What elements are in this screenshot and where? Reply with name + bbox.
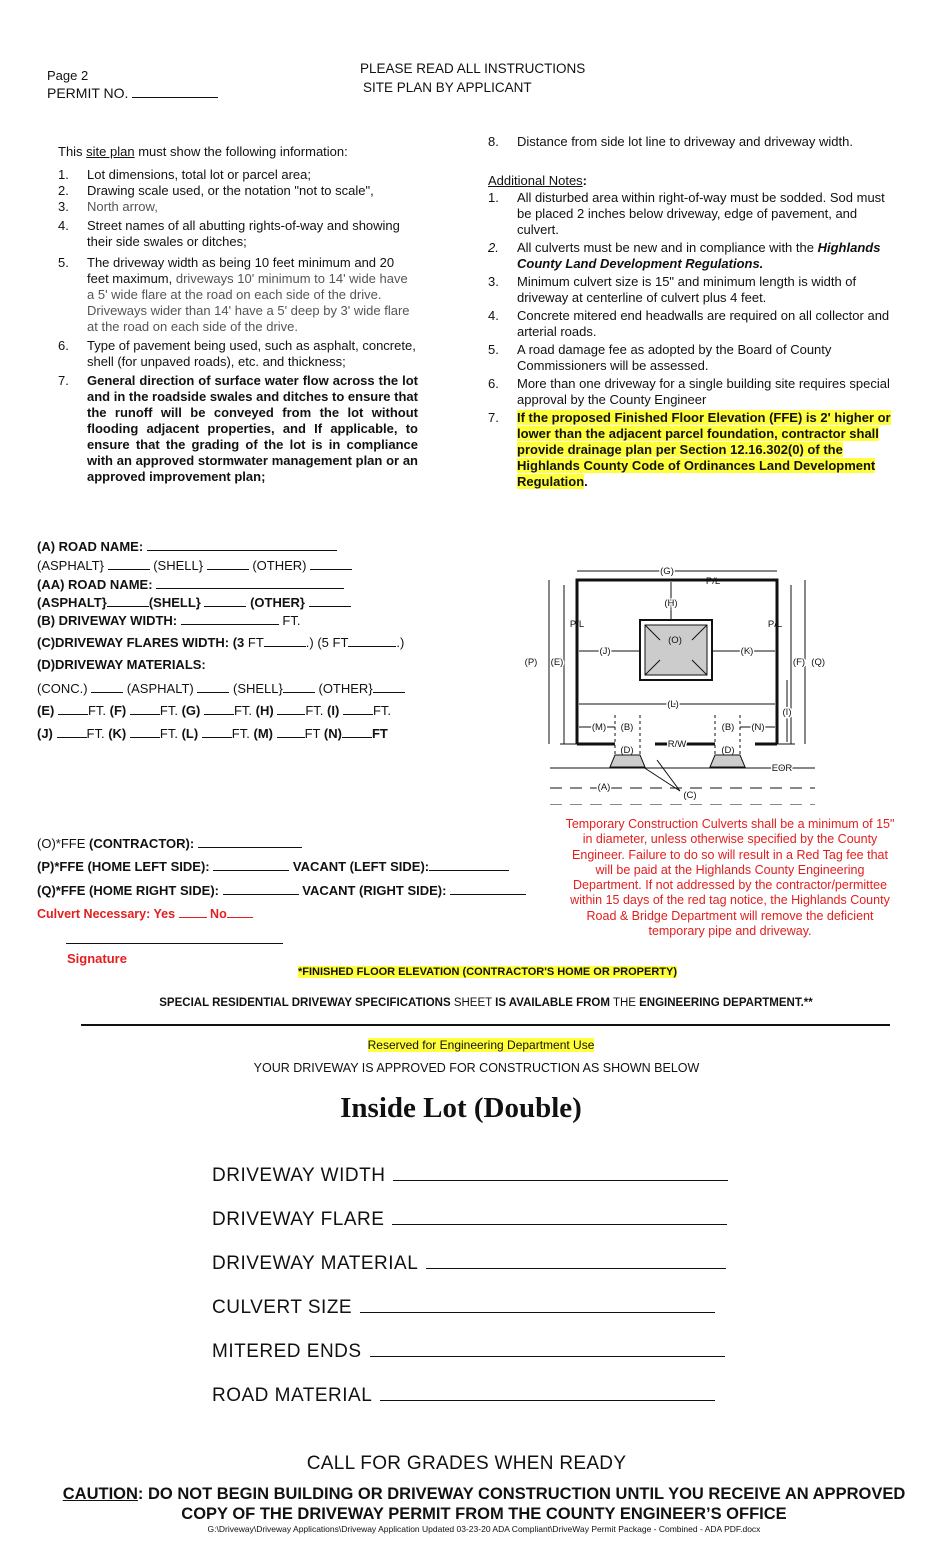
caution-line-1	[0, 1485, 950, 1504]
flare-mid: .) (5	[305, 635, 329, 650]
shell-label: (SHELL}	[153, 558, 204, 573]
approval-label: DRIVEWAY FLARE	[212, 1209, 385, 1230]
road-name-aa-label: (AA) ROAD NAME:	[37, 577, 153, 592]
section-divider	[81, 1024, 890, 1026]
road-type-aa-row	[37, 594, 351, 610]
item-text: The driveway width as being 10 feet minimum and 20 feet maximum,	[87, 255, 395, 286]
label-o: (O)	[668, 635, 682, 646]
instructions-heading: PLEASE READ ALL INSTRUCTIONS	[360, 61, 586, 76]
item-number: 7.	[488, 410, 499, 425]
ffe-right-row	[37, 882, 526, 898]
label-p: (P)	[524, 657, 538, 668]
additional-notes-list	[488, 190, 898, 492]
ffe-footnote-wrap	[0, 966, 950, 978]
ft-unit: FT	[328, 635, 349, 650]
caution-label: CAUTION	[62, 1485, 138, 1503]
ft-unit: FT.	[282, 613, 301, 628]
dim-m-field[interactable]	[277, 725, 305, 738]
asphalt-label: (ASPHALT}	[37, 558, 104, 573]
label-c: (C)	[683, 790, 697, 801]
approval-driveway-width-field[interactable]	[393, 1179, 728, 1181]
reserved-label: Reserved for Engineering Department Use	[367, 1038, 595, 1052]
asphalt-aa-label: (ASPHALT}	[37, 595, 107, 610]
ft-unit: FT.	[87, 703, 107, 718]
culvert-no[interactable]: No	[210, 907, 227, 921]
dim-i-field[interactable]	[343, 702, 373, 715]
site-plan-diagram	[515, 555, 825, 805]
materials-row	[37, 680, 405, 696]
conc-label: (CONC.)	[37, 681, 88, 696]
dim-f-label: (F)	[109, 703, 127, 718]
right-list	[488, 134, 888, 152]
item-number: 4.	[58, 218, 69, 233]
label-pl-top: P/L	[705, 576, 721, 587]
caution-text: : DO NOT BEGIN BUILDING OR DRIVEWAY CONSTRUCTION UNTIL YOU RECEIVE AN APPROVED	[137, 1485, 906, 1503]
call-for-grades: CALL FOR GRADES WHEN READY	[306, 1453, 627, 1474]
list-item	[58, 338, 418, 370]
list-item	[58, 199, 418, 215]
label-j: (J)	[599, 646, 611, 657]
label-d-left: (D)	[620, 745, 634, 756]
ft-unit: FT	[244, 635, 264, 650]
item-text: A road damage fee as adopted by the Board of County Commissioners will be assessed.	[517, 342, 832, 373]
asphalt-material-label: (ASPHALT)	[126, 681, 194, 696]
item-number: 3.	[58, 199, 69, 214]
road-type-row	[37, 557, 352, 573]
ffe-contractor-label: (CONTRACTOR):	[89, 836, 195, 851]
culvert-no-field[interactable]	[227, 907, 253, 918]
ffe-left-label: (P)*FFE (HOME LEFT SIDE):	[37, 859, 210, 874]
requirements-list	[58, 167, 418, 487]
label-m: (M)	[591, 722, 607, 733]
approval-road-material	[212, 1385, 715, 1407]
approval-label: ROAD MATERIAL	[212, 1385, 373, 1406]
signature-line[interactable]	[66, 943, 283, 944]
shell-aa-field[interactable]	[204, 594, 246, 607]
item-text: Concrete mitered end headwalls are required on all collector and arterial roads.	[517, 308, 890, 339]
item-text: All culverts must be new and in compliance with the	[517, 240, 818, 255]
flare-end: .)	[396, 635, 405, 650]
driveway-materials-label: (D)DRIVEWAY MATERIALS:	[37, 657, 206, 672]
item-text: Street names of all abutting rights-of-way and showing their side swales or ditches;	[87, 218, 400, 249]
approval-label: DRIVEWAY WIDTH	[212, 1165, 386, 1186]
driveway-flares-row	[37, 634, 404, 650]
list-item	[488, 190, 898, 238]
notes-colon: :	[582, 173, 588, 188]
ffe-contractor-field[interactable]	[198, 835, 302, 848]
driveway-width-label: (B) DRIVEWAY WIDTH:	[37, 613, 178, 628]
approval-driveway-width	[212, 1165, 728, 1187]
item-number: 2.	[58, 183, 69, 198]
ffe-left-row	[37, 858, 509, 874]
spec-d: THE	[609, 997, 640, 1009]
approval-driveway-material-field[interactable]	[426, 1267, 726, 1269]
signature-label: Signature	[67, 951, 127, 966]
shell-aa-label: (SHELL}	[148, 595, 201, 610]
ft-unit: FT.	[305, 703, 324, 718]
item-number: 3.	[488, 274, 499, 289]
label-rw: R/W	[667, 739, 687, 750]
list-item	[488, 308, 898, 340]
temporary-culvert-note: Temporary Construction Culverts shall be a minimum of 15" in diameter, unless otherwise specified by the County Engineer. Failure to do so will result in a Red Tag fee that will be paid at the Highlands County Engineering Department. If not addressed by the contractor/permittee within 15 days of the red tag notice, the Highlands County Road & Bridge Department will remove the deficient temporary pipe and driveway.	[565, 817, 895, 939]
ft-unit: FT	[304, 726, 321, 741]
notes-heading-text: Additional Notes	[488, 173, 583, 188]
vacant-right-label: VACANT (RIGHT SIDE):	[302, 883, 447, 898]
ft-unit: FT	[371, 726, 388, 741]
driveway-width-field[interactable]	[181, 612, 279, 625]
approval-driveway-material	[212, 1253, 726, 1275]
permit-number-label	[47, 85, 218, 101]
spec-a: SPECIAL RESIDENTIAL DRIVEWAY SPECIFICATIONS	[159, 997, 451, 1009]
spec-c: IS AVAILABLE FROM	[495, 997, 610, 1009]
vacant-left-label: VACANT (LEFT SIDE):	[292, 859, 430, 874]
intro-post: must show the following information:	[134, 144, 348, 159]
road-name-label: (A) ROAD NAME:	[37, 539, 144, 554]
list-item	[488, 240, 898, 272]
file-path-footer: G:\Driveway\Driveway Applications\Driveway Application Updated 03-23-20 ADA Compliant\DriveWay Permit Package - Combined - ADA PDF.docx	[207, 1524, 761, 1534]
ft-unit: FT.	[159, 703, 178, 718]
vacant-right-field[interactable]	[450, 882, 526, 895]
item-text: General direction of surface water flow across the lot and in the roadside swales and ditches to ensure that the runoff will be conveyed from the lot without flooding adjacent properties, and If applicable, to ensure that the grading of the lot is in compliance with an approved stormwater management plan or an approved improvement plan;	[87, 373, 418, 484]
ffe-contractor-row	[37, 835, 302, 851]
site-plan-heading: SITE PLAN BY APPLICANT	[363, 80, 532, 95]
ft-unit: FT.	[231, 726, 250, 741]
label-d-right: (D)	[721, 745, 735, 756]
culvert-yes-field[interactable]	[179, 907, 207, 918]
asphalt-material-field[interactable]	[197, 680, 229, 693]
road-name-row	[37, 538, 337, 554]
house-roof	[645, 625, 707, 675]
conc-field[interactable]	[91, 680, 123, 693]
item-number: 1.	[488, 190, 499, 205]
label-i: (I)	[782, 707, 792, 718]
intro-pre: This	[58, 144, 87, 159]
approval-label: MITERED ENDS	[212, 1341, 362, 1362]
list-item	[488, 274, 898, 306]
ffe-footnote: *FINISHED FLOOR ELEVATION (CONTRACTOR'S HOME OR PROPERTY)	[297, 966, 678, 978]
road-name-field[interactable]	[147, 538, 337, 551]
culvert-right	[710, 755, 745, 767]
site-plan-intro	[58, 144, 348, 160]
label-e: (E)	[550, 657, 564, 668]
label-pl-left: P/L	[569, 619, 585, 630]
item-number: 1.	[58, 167, 69, 182]
item-number: 6.	[488, 376, 499, 391]
ffe-drainage-note: If the proposed Finished Floor Elevation (FFE) is 2' higher or lower than the adjacent parcel foundation, contractor shall provide drainage plan per Section 12.16.302(0) of the Highlands County Code of Ordinances Land Development Regulation	[517, 410, 891, 489]
road-name-aa-field[interactable]	[156, 576, 344, 589]
dim-h-field[interactable]	[277, 702, 305, 715]
list-item	[488, 134, 888, 150]
ffe-prefix: (O)*FFE	[37, 836, 89, 851]
label-a: (A)	[597, 782, 611, 793]
spec-e: ENGINEERING DEPARTMENT.**	[639, 997, 813, 1009]
dimensions-row-e	[37, 702, 391, 718]
item-number: 2.	[488, 240, 499, 255]
culvert-yes[interactable]: Yes	[153, 907, 176, 921]
dim-n-field[interactable]	[342, 725, 372, 738]
driveway-width-row	[37, 612, 300, 628]
dim-f-field[interactable]	[130, 702, 160, 715]
permit-number-field[interactable]	[132, 85, 218, 98]
item-text: Minimum culvert size is 15" and minimum length is width of driveway at centerline of culvert plus 4 feet.	[517, 274, 857, 305]
other-aa-field[interactable]	[309, 594, 351, 607]
dim-m-label: (M)	[253, 726, 273, 741]
item-text-detail: driveways 10' minimum to 14' wide have a 5' wide flare at the road on each side of the drive. Driveways wider than 14' have a 5' deep by 3' wide flare at the road on each side of the drive.	[87, 271, 410, 334]
reserved-wrap	[0, 1038, 950, 1052]
additional-notes-heading	[488, 173, 587, 189]
road-name-aa-row	[37, 576, 344, 592]
item-text: Drawing scale used, or the notation "not to scale",	[87, 183, 374, 198]
label-b-right: (B)	[721, 722, 735, 733]
label-f: (F)	[792, 657, 806, 668]
list-item	[488, 410, 898, 490]
vacant-left-field[interactable]	[429, 858, 509, 871]
flare-3ft-field[interactable]	[264, 634, 306, 647]
item-number: 4.	[488, 308, 499, 323]
label-l: (L)	[667, 699, 679, 710]
approval-mitered-ends-field[interactable]	[370, 1355, 725, 1357]
page-number: Page 2	[47, 68, 89, 83]
list-item	[58, 373, 418, 485]
list-item	[58, 167, 418, 183]
dim-n-label: (N)	[323, 726, 342, 741]
dim-j-field[interactable]	[57, 725, 87, 738]
other-material-field[interactable]	[373, 680, 405, 693]
item-text-end: .	[584, 474, 588, 489]
dim-e-label: (E)	[37, 703, 55, 718]
list-item	[488, 342, 898, 374]
ft-unit: FT.	[159, 726, 178, 741]
spec-sheet-note	[0, 997, 950, 1009]
approval-culvert-size-field[interactable]	[360, 1311, 715, 1313]
label-h: (H)	[664, 598, 678, 609]
ft-unit: FT.	[86, 726, 105, 741]
approval-label: CULVERT SIZE	[212, 1297, 353, 1318]
ft-unit: FT.	[372, 703, 391, 718]
item-text: Lot dimensions, total lot or parcel area;	[87, 167, 312, 182]
shell-material-label: (SHELL}	[232, 681, 283, 696]
approval-driveway-flare-field[interactable]	[392, 1223, 727, 1225]
dim-g-label: (G)	[181, 703, 201, 718]
ffe-right-field[interactable]	[223, 882, 299, 895]
dim-i-label: (I)	[327, 703, 340, 718]
item-text: North arrow,	[87, 199, 158, 214]
other-field[interactable]	[310, 557, 352, 570]
culvert-left	[610, 755, 645, 767]
label-eor: EOR	[771, 763, 793, 774]
label-pl-right: P/L	[767, 619, 783, 630]
spec-b: SHEET	[450, 997, 496, 1009]
flare-5ft-field[interactable]	[348, 634, 396, 647]
dim-j-label: (J)	[37, 726, 53, 741]
approval-road-material-field[interactable]	[380, 1399, 715, 1401]
ffe-left-field[interactable]	[213, 858, 289, 871]
item-number: 8.	[488, 134, 499, 149]
item-number: 7.	[58, 373, 69, 388]
approval-mitered-ends	[212, 1341, 725, 1363]
item-text-bold: Highlands County Land Development Regulations.	[517, 240, 881, 271]
list-item	[58, 218, 418, 250]
item-number: 5.	[58, 255, 69, 270]
ft-unit: FT.	[233, 703, 253, 718]
list-item	[58, 183, 418, 199]
approved-statement: YOUR DRIVEWAY IS APPROVED FOR CONSTRUCTION AS SHOWN BELOW	[253, 1061, 700, 1075]
approval-driveway-flare	[212, 1209, 727, 1231]
list-item	[488, 376, 898, 408]
approval-label: DRIVEWAY MATERIAL	[212, 1253, 419, 1274]
culvert-necessary-row	[37, 907, 253, 921]
dim-h-label: (H)	[255, 703, 274, 718]
label-g: (G)	[660, 566, 674, 577]
ffe-right-label: (Q)*FFE (HOME RIGHT SIDE):	[37, 883, 219, 898]
dim-e-field[interactable]	[58, 702, 88, 715]
dimensions-row-j	[37, 725, 388, 741]
culvert-label: Culvert Necessary:	[37, 907, 154, 921]
dim-g-field[interactable]	[204, 702, 234, 715]
other-aa-label: (OTHER}	[250, 595, 305, 610]
caution-line-2: COPY OF THE DRIVEWAY PERMIT FROM THE COUNTY ENGINEER’S OFFICE	[181, 1505, 787, 1523]
list-item	[58, 255, 418, 335]
item-number: 5.	[488, 342, 499, 357]
culvert-pointer	[657, 760, 680, 791]
dim-k-label: (K)	[108, 726, 127, 741]
culvert-pointer	[640, 765, 680, 791]
dim-l-label: (L)	[181, 726, 199, 741]
label-k: (K)	[740, 646, 754, 657]
label-n: (N)	[751, 722, 765, 733]
item-text: More than one driveway for a single building site requires special approval by the County Engineer	[517, 376, 890, 407]
approval-culvert-size	[212, 1297, 715, 1319]
other-material-label: (OTHER}	[318, 681, 373, 696]
shell-field[interactable]	[207, 557, 249, 570]
intro-site-plan: site plan	[86, 144, 135, 159]
permit-label-text: PERMIT NO.	[47, 85, 129, 101]
lot-type-title: Inside Lot (Double)	[340, 1092, 582, 1124]
asphalt-field[interactable]	[108, 557, 150, 570]
shell-material-field[interactable]	[283, 680, 315, 693]
other-label: (OTHER)	[252, 558, 307, 573]
label-q: (Q)	[811, 657, 825, 668]
asphalt-aa-field[interactable]	[107, 594, 149, 607]
item-text: Distance from side lot line to driveway and driveway width.	[517, 134, 853, 149]
item-text: All disturbed area within right-of-way must be sodded. Sod must be placed 2 inches below driveway, edge of pavement, and culvert.	[517, 190, 885, 237]
item-text: Type of pavement being used, such as asphalt, concrete, shell (for unpaved roads), etc. and thickness;	[87, 338, 416, 369]
flares-label: (C)DRIVEWAY FLARES WIDTH: (3	[37, 635, 245, 650]
dim-k-field[interactable]	[130, 725, 160, 738]
label-b-left: (B)	[620, 722, 634, 733]
dim-l-field[interactable]	[202, 725, 232, 738]
item-number: 6.	[58, 338, 69, 353]
